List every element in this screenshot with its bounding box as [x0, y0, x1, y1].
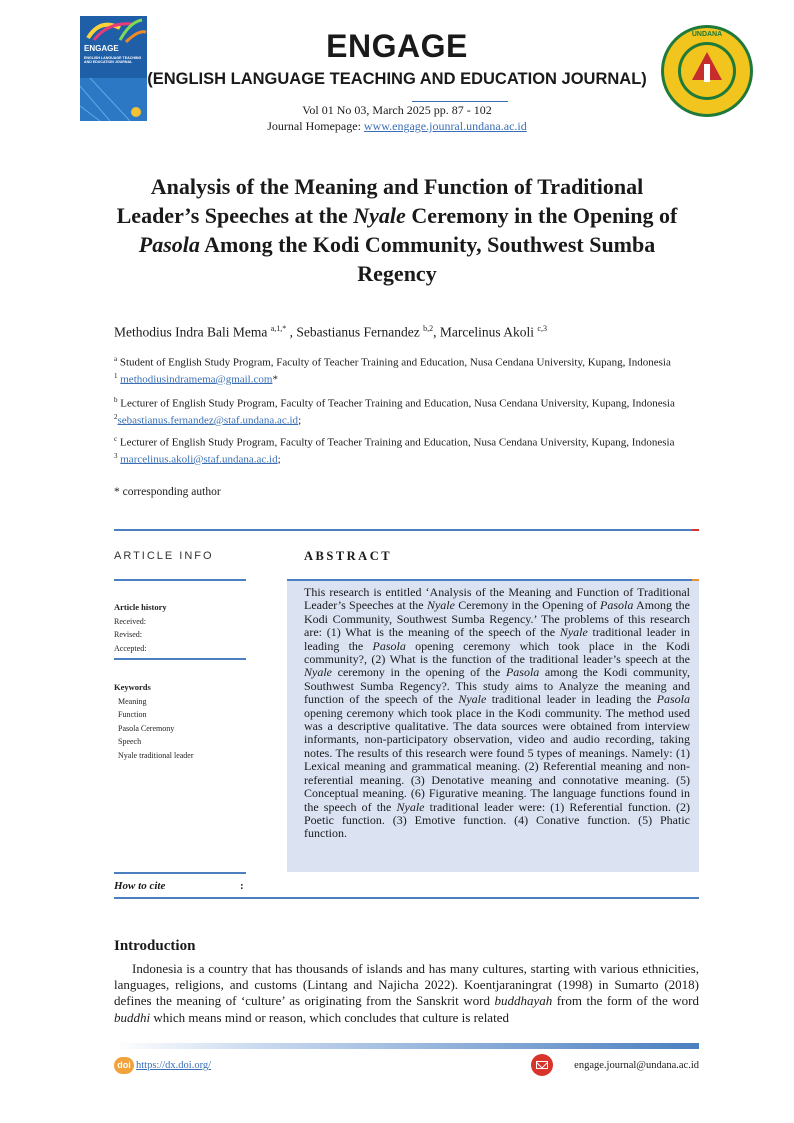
footer-email[interactable]: engage.journal@undana.ac.id [574, 1060, 699, 1071]
affiliation-mark: a [114, 355, 118, 363]
keywords-block [114, 681, 194, 762]
abstract-heading: ABSTRACT [304, 549, 393, 563]
revised-label: Revised: [114, 630, 142, 639]
abstract-text: This research is entitled ‘Analysis of the Meaning and Function of Traditional Leader’s Speeches at the Nyale Ceremony in the Opening of Pasola Among the Kodi Community, Southwest Sumba Regency.’ The problems of this research are: (1) What is the meaning of the speech of the Nyale traditional leader in leading the Pasola opening ceremony which took place in the Kodi community?, (2) What is the function of the traditional leader’s speech at the Nyale ceremony in the opening of the Pasola among the Kodi community, Southwest Sumba Regency?. This study aims to Analyze the meaning and function of the speech of the Nyale traditional leader in leading the Pasola opening ceremony which took place in the Kodi community. The method used was a descriptive qualitative. The data sources were obtained from interview informants, non-participatory observation, video and audio recording, taking notes. The results of this research were found 5 types of meanings. Namely: (1) Lexical meaning and grammatical meaning. (2) Referential meaning and non-referential meaning. (3) Denotative meaning and connotative meaning. (5) Conceptual meaning. (6) Figurative meaning. The language functions found in the speech of the Nyale traditional leader were: (1) Referential function. (2) Poetic function. (3) Emotive function. (4) Conative function. (5) Phatic function. [304, 585, 690, 841]
how-to-cite-colon: : [240, 880, 244, 892]
journal-name: ENGAGE [326, 28, 468, 64]
affiliation-text: Lecturer of English Study Program, Faculty of Teacher Training and Education, Nusa Cendana University, Kupang, Indonesia [117, 436, 675, 449]
section-divider [114, 529, 699, 531]
corresponding-author-note: * corresponding author [114, 486, 221, 498]
side-divider [114, 658, 246, 660]
author-name: , Sebastianus Fernandez [286, 324, 424, 340]
author-email-link[interactable]: methodiusindramema@gmail.com [120, 373, 273, 386]
title-text: Among the Kodi Community, Southwest Sumba Regency [199, 232, 656, 286]
section-divider-accent [692, 529, 699, 531]
cite-bottom-divider [114, 897, 699, 899]
affiliation-text: Student of English Study Program, Faculty of Teacher Training and Education, Nusa Cendana University, Kupang, Indonesia [117, 356, 671, 369]
volume-info: Vol 01 No 03, March 2025 pp. 87 - 102 [302, 103, 492, 117]
keyword-item: Nyale traditional leader [118, 750, 194, 760]
email-suffix: ; [298, 414, 302, 427]
author-name: Methodius Indra Bali Mema [114, 324, 271, 340]
volume-rule [412, 101, 508, 102]
keyword-item: Meaning [118, 696, 147, 706]
abstract-top-accent [692, 579, 699, 581]
journal-homepage [0, 119, 794, 134]
affiliation-a [114, 353, 694, 386]
author-name: , Marcelinus Akoli [433, 324, 538, 340]
email-mark: 1 [114, 371, 118, 380]
keywords-heading: Keywords [114, 682, 151, 692]
side-divider [114, 579, 246, 581]
affiliation-mark: c [114, 435, 118, 443]
introduction-heading: Introduction [114, 938, 196, 954]
title-italic-pasola: Pasola [138, 232, 200, 257]
doi-link[interactable]: https://dx.doi.org/ [136, 1060, 212, 1071]
doi-icon: doi [114, 1057, 134, 1074]
author-affil-mark: c,3 [537, 324, 547, 333]
how-to-cite-label: How to cite [114, 880, 166, 892]
svg-text:UNDANA: UNDANA [691, 31, 723, 38]
affiliation-b [114, 394, 694, 427]
cover-subtitle: ENGLISH LANGUAGE TEACHING AND EDUCATION JOURNAL [84, 56, 142, 65]
article-info-heading: ARTICLE INFO [114, 550, 214, 562]
homepage-link[interactable]: www.engage.jounral.undana.ac.id [363, 119, 527, 133]
author-email-link[interactable]: sebastianus.fernandez@staf.undana.ac.id [117, 414, 299, 427]
author-affil-mark: a,1,* [270, 324, 287, 333]
title-text: Analysis of the Meaning and Function of Traditional Leader’s Speeches at the [116, 174, 644, 228]
author-list [114, 324, 547, 341]
author-affil-mark: b,2 [423, 324, 434, 333]
introduction-paragraph: Indonesia is a country that has thousands of islands and has many cultures, starting with various ethnicities, languages, religions, and customs (Lintang and Najicha 2022). Koentjaraningrat (1998) in Sumarto (2018) defines the meaning of ‘culture’ as originating from the Sanskrit word buddhayah from the form of the word buddhi which means mind or reason, which concludes that culture is related [114, 961, 699, 1025]
homepage-label: Journal Homepage: [267, 119, 364, 133]
affiliation-c [114, 433, 694, 466]
keyword-item: Pasola Ceremony [118, 723, 175, 733]
footer-gradient-bar [114, 1043, 699, 1049]
email-icon [531, 1054, 553, 1076]
affiliation-text: Lecturer of English Study Program, Faculty of Teacher Training and Education, Nusa Cendana University, Kupang, Indonesia [117, 397, 675, 410]
paper-title [110, 172, 684, 288]
abstract-top-rule [287, 579, 692, 581]
received-label: Received: [114, 616, 146, 626]
keyword-item: Speech [118, 737, 142, 746]
keyword-item: Function [118, 710, 147, 719]
email-mark: 3 [114, 451, 118, 460]
author-email-link[interactable]: marcelinus.akoli@staf.undana.ac.id [120, 453, 278, 466]
email-suffix: * [272, 373, 278, 386]
cite-divider [114, 872, 246, 874]
accepted-label: Accepted: [114, 643, 147, 653]
email-suffix: ; [277, 453, 281, 466]
article-history [114, 601, 167, 655]
title-italic-nyale: Nyale [353, 203, 406, 228]
affiliation-mark: b [114, 396, 118, 404]
email-mark: 2 [114, 412, 118, 421]
university-seal-logo [660, 24, 754, 118]
title-text: Ceremony in the Opening of [405, 203, 678, 228]
journal-full-name: (ENGLISH LANGUAGE TEACHING AND EDUCATION JOURNAL) [147, 70, 647, 88]
article-history-heading: Article history [114, 602, 167, 612]
cover-title: ENGAGE [84, 44, 119, 53]
